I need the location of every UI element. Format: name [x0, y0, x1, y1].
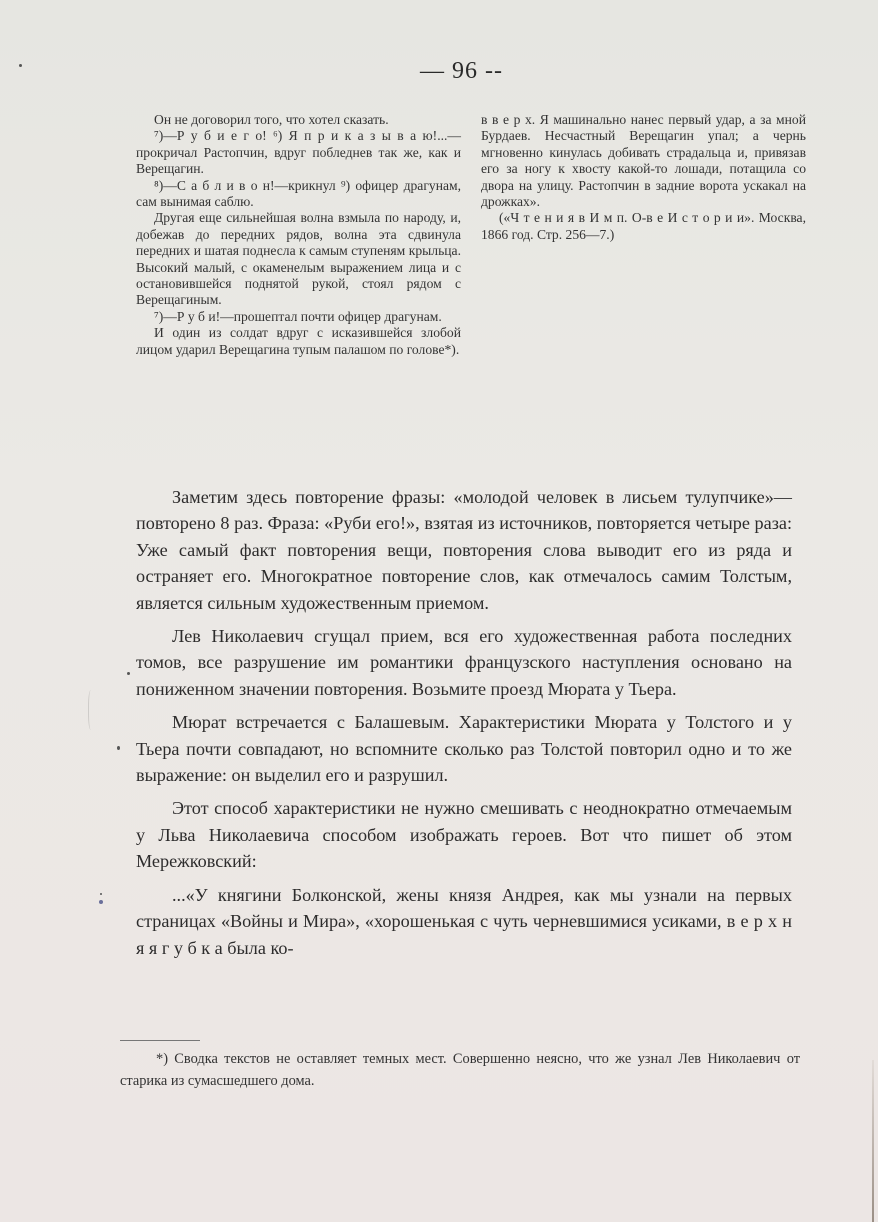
- ink-speck-mark: [100, 893, 102, 895]
- body-paragraph: Лев Николаевич сгущал прием, вся его художественная работа последних томов, все разрушение им романтики французского наступления основано на пониженном значении повторения. Возьмите проезд Мюрата у Тьера.: [136, 626, 792, 699]
- page-edge-shadow: [872, 1060, 874, 1222]
- left-paragraph: ⁷)—Р у б и е г о! ⁶) Я п р и к а з ы в а ю!...—прокричал Растопчин, вдруг побледнев так же, как и Верещагин.: [136, 128, 461, 177]
- ink-speck-mark: [117, 746, 120, 750]
- left-paragraph: ⁸)—С а б л и в о н!—крикнул ⁹) офицер драгунам, сам вынимая саблю.: [136, 177, 461, 210]
- footnote-divider: [120, 1040, 200, 1041]
- left-paragraph: Он не договорил того, что хотел сказать.: [154, 112, 389, 127]
- right-paragraph: в в е р х. Я машинально нанес первый удар, а за мной Бурдаев. Несчастный Верещагин упал; а чернь мгновенно кинулась добивать страдальца и, привязав его за ногу к хвосту какой-то лошади, потащила со двора на улицу. Растопчин в задние ворота ускакал на дрожках».: [481, 112, 806, 210]
- page-number: — 96 --: [420, 58, 503, 84]
- left-paragraph: ⁷)—Р у б и!—прошептал почти офицер драгунам.: [154, 308, 442, 324]
- quoted-two-column-block: [136, 112, 806, 358]
- footnote-text: *) Сводка текстов не оставляет темных мест. Совершенно неясно, что же узнал Лев Николаевич от старика из сумасшедшего дома.: [120, 1051, 800, 1089]
- faint-smudge-mark: [88, 690, 95, 730]
- left-paragraph: И один из солдат вдруг с исказившейся злобой лицом ударил Верещагина тупым палашом по голове*).: [136, 325, 461, 357]
- left-paragraph: Другая еще сильнейшая волна взмыла по народу, и, добежав до передних рядов, волна эта сдвинула передних и шатая поднесла к самым ступеням крыльца. Высокий малый, с окаменелым выражением лица и с остановившейся поднятой рукой, стоял рядом с Верещагиным.: [136, 210, 461, 308]
- left-column: [136, 112, 461, 358]
- right-column: [481, 112, 806, 358]
- quote-paragraph: ...«У княгини Болконской, жены князя Андрея, как мы узнали на первых страницах «Войны и Мира», «хорошенькая с чуть черневшимися усиками, в е р х н я я г у б к а была ко-: [136, 884, 792, 958]
- body-paragraph: Мюрат встречается с Балашевым. Характеристики Мюрата у Толстого и у Тьера почти совпадают, но вспомните сколько раз Толстой повторил одно и то же выражение: он выделил его и разрушил.: [136, 712, 792, 786]
- ink-speck-mark: [99, 900, 103, 904]
- source-citation: («Ч т е н и я в И м п. О-в е И с т о р и и». Москва, 1866 год. Стр. 256—7.): [481, 210, 806, 242]
- ink-speck-mark: [19, 64, 22, 67]
- main-body-text: [136, 484, 792, 968]
- body-paragraph: Этот способ характеристики не нужно смешивать с неоднократно отмечаемым у Льва Николаевича способом изображать героев. Вот что пишет об этом Мережковский:: [136, 798, 792, 872]
- ink-speck-mark: [127, 672, 130, 675]
- footnote: [120, 1048, 800, 1092]
- body-paragraph: Заметим здесь повторение фразы: «молодой человек в лисьем тулупчике»—повторено 8 раз. Фраза: «Руби его!», взятая из источников, повторяется четыре раза: Уже самый факт повторения вещи, повторения слова выводит его из ряда и остраняет его. Многократное повторение слов, как отмечалось самим Толстым, является сильным художественным приемом.: [136, 487, 792, 613]
